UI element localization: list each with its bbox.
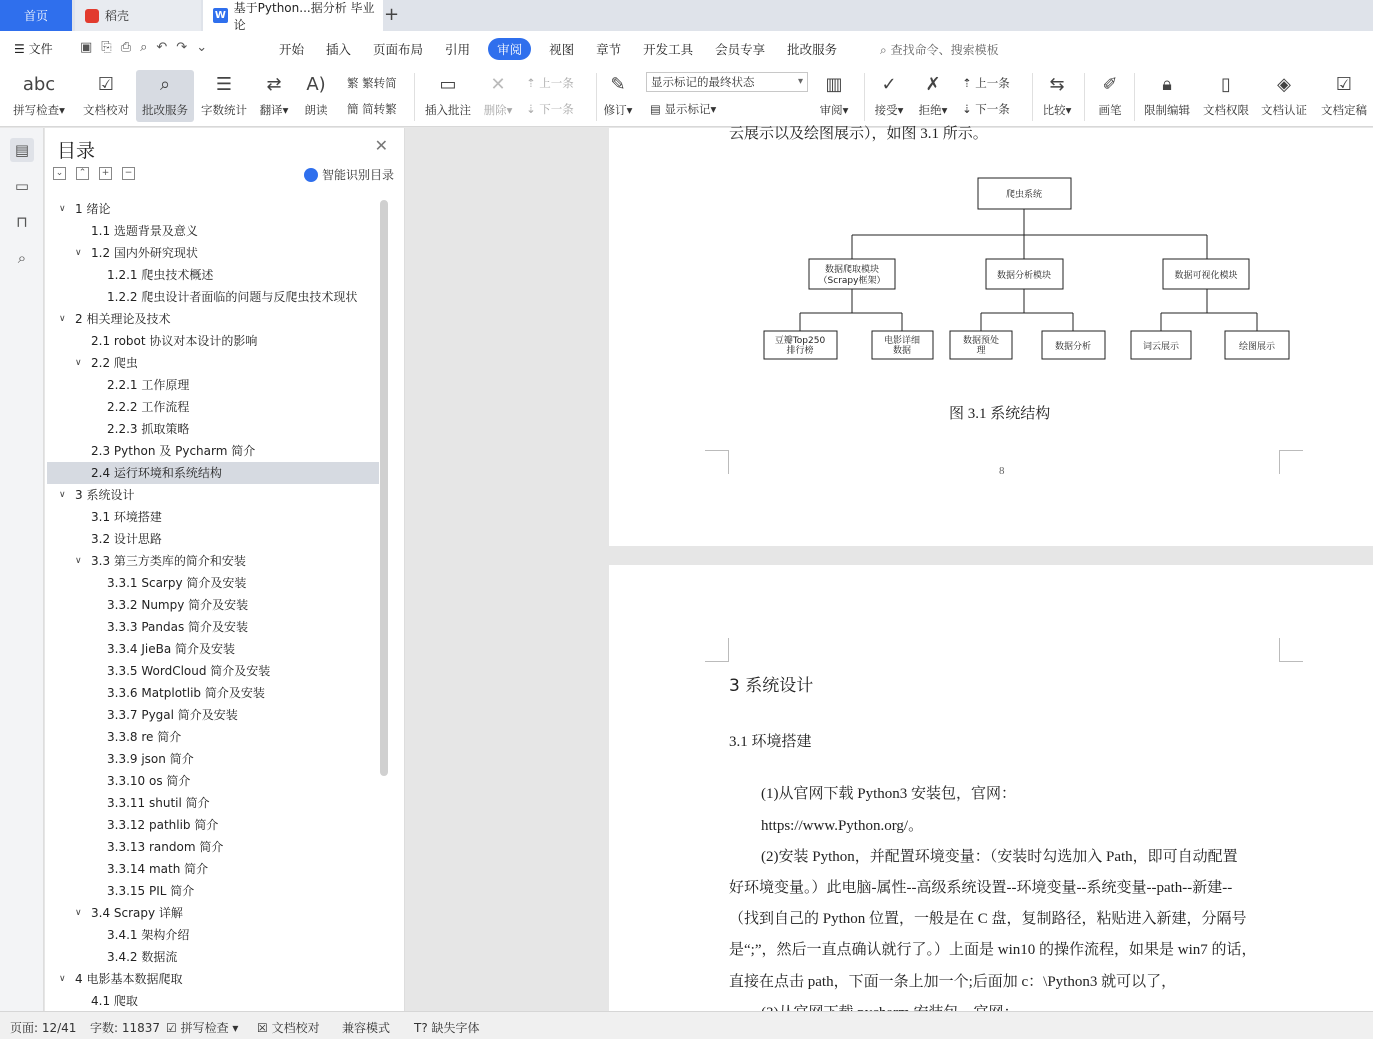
diagram-leaf-label-4: 数据分析 [1054, 342, 1092, 352]
diagram-leaf-label-1a: 豆瓣Top250 [774, 336, 826, 346]
tab-document[interactable] [203, 0, 383, 31]
ribbon-separator [414, 73, 415, 121]
toc-item-label: 3.3.12 pathlib 简介 [107, 818, 219, 832]
toc-item-label: 2 相关理论及技术 [75, 312, 171, 326]
save-icon[interactable]: ▣ [80, 40, 93, 55]
toc-scrollbar-thumb[interactable] [380, 200, 388, 776]
chevron-down-icon[interactable]: ∨ [59, 974, 66, 984]
toc-item[interactable] [47, 704, 379, 726]
tab-bar [0, 0, 1373, 31]
toc-item-label: 3.3.1 Scarpy 简介及安装 [107, 576, 247, 590]
toc-item-label: 3.4.2 数据流 [107, 950, 178, 964]
toc-item-label: 3.3.11 shutil 简介 [107, 796, 210, 810]
toc-item-label: 3.3.5 WordCloud 简介及安装 [107, 664, 271, 678]
toc-item[interactable] [47, 440, 379, 462]
toc-item[interactable] [47, 836, 379, 858]
toc-item[interactable] [47, 682, 379, 704]
toc-item[interactable] [47, 726, 379, 748]
toc-item[interactable] [47, 924, 379, 946]
toc-item[interactable] [47, 660, 379, 682]
toc-item[interactable] [47, 792, 379, 814]
proofread-label: 文档校对 [83, 103, 129, 117]
spell-check-status[interactable]: ☑ 拼写检查 ▾ [166, 1021, 239, 1035]
undo-icon[interactable]: ↶ [156, 40, 168, 55]
tab-daoke-label: 稻壳 [105, 9, 130, 23]
toc-item[interactable] [47, 902, 379, 924]
figure-caption: 图 3.1 系统结构 [949, 406, 1051, 422]
toc-item-label: 3.2 设计思路 [91, 532, 162, 546]
writer-doc-icon: W [214, 10, 226, 21]
command-search[interactable] [880, 41, 999, 58]
text-fragment: 云展示以及绘图展示），如图 3.1 所示。 [729, 126, 988, 142]
compare-icon: ⇆ [1049, 73, 1065, 95]
review-service-button[interactable] [136, 70, 194, 122]
add-heading-icon[interactable]: + [99, 167, 112, 180]
show-markup-icon: ▤ [650, 102, 661, 116]
translate-button[interactable]: ⇄ 翻译▾ [256, 70, 292, 118]
diagram-leaf-label-2b: 数据 [892, 346, 912, 356]
ribbon-separator [1084, 73, 1085, 121]
toc-item-label: 2.2 爬虫 [91, 356, 138, 370]
smart-toc-icon [304, 168, 318, 182]
collapse-all-icon[interactable]: ⌄ [53, 167, 66, 180]
print-preview-icon[interactable]: ⌕ [140, 40, 148, 55]
spell-check-button[interactable]: abc 拼写检查▾ [10, 70, 68, 118]
simp-to-trad-button[interactable] [347, 101, 397, 117]
toc-item[interactable] [47, 330, 379, 352]
page-corner-mark [705, 450, 729, 474]
diagram-leaf-label-5: 词云展示 [1142, 342, 1180, 352]
menu-member[interactable]: 会员专享 [715, 42, 766, 57]
missing-font-status[interactable] [414, 1019, 480, 1036]
toc-item[interactable] [47, 506, 379, 528]
toc-item-label: 1.1 选题背景及意义 [91, 224, 198, 238]
page-corner-mark [705, 638, 729, 662]
read-aloud-icon: A) [306, 73, 326, 95]
toc-list [47, 198, 379, 1008]
trad-simp-icon: 繁 [347, 76, 359, 90]
toc-item-label: 3 系统设计 [75, 488, 135, 502]
compat-mode-status: 兼容模式 [342, 1021, 391, 1035]
toc-item[interactable] [47, 374, 379, 396]
accept-label: 接受 [874, 103, 898, 117]
tab-home-label: 首页 [23, 9, 48, 23]
next-comment-label: 下一条 [539, 102, 574, 116]
search-icon: ⌕ [880, 43, 887, 57]
menu-section[interactable]: 章节 [596, 42, 622, 57]
diagram-mid-label-1a: 数据爬取模块 [824, 265, 880, 275]
remove-heading-icon[interactable]: − [122, 167, 135, 180]
toc-item[interactable] [47, 528, 379, 550]
toc-item-label: 3.3.6 Matplotlib 简介及安装 [107, 686, 265, 700]
paragraph-2-line-4: 是“;”，然后一直点确认就行了。）上面是 win10 的操作流程，如果是 win7 的话， [729, 942, 1257, 958]
toc-item[interactable] [47, 550, 379, 572]
menu-devtools[interactable]: 开发工具 [643, 42, 694, 57]
prev-comment-button[interactable] [526, 75, 574, 91]
toc-item-label: 4.1 爬取 [91, 994, 138, 1008]
read-aloud-button[interactable] [300, 70, 332, 118]
file-menu[interactable]: ☰ 文件 [14, 42, 53, 56]
toc-panel [45, 128, 405, 1011]
tab-home[interactable] [0, 0, 72, 31]
doc-cert-label: 文档认证 [1261, 103, 1307, 117]
doc-finalize-icon: ☑ [1335, 73, 1353, 95]
menu-view[interactable]: 视图 [549, 42, 575, 57]
toc-item-label: 1.2 国内外研究现状 [91, 246, 198, 260]
ribbon-separator [864, 73, 865, 121]
toc-item-label: 1.2.1 爬虫技术概述 [107, 268, 214, 282]
smart-toc-button[interactable] [304, 166, 394, 183]
daoke-logo-icon [85, 9, 99, 23]
translate-label: 翻译 [259, 103, 283, 117]
pen-label: 画笔 [1098, 103, 1122, 117]
reject-icon: ✗ [925, 73, 941, 95]
page-9 [609, 565, 1373, 1025]
toc-title: 目录 [57, 140, 96, 162]
toc-item-label: 3.3.10 os 简介 [107, 774, 191, 788]
spell-check-label: 拼写检查 [13, 103, 60, 117]
ribbon-separator [1134, 73, 1135, 121]
page-corner-mark [1279, 450, 1303, 474]
track-changes-icon: ✎ [610, 73, 626, 95]
word-count-icon: ☰ [215, 73, 233, 95]
chevron-down-icon[interactable]: ∨ [75, 358, 82, 368]
page-indicator[interactable]: 页面: 12/41 [10, 1021, 77, 1035]
toc-item[interactable] [47, 308, 379, 330]
diagram-leaf-label-3a: 数据预处 [962, 336, 1000, 346]
section-nav-icon[interactable]: ▭ [14, 177, 30, 195]
ribbon-separator [1032, 73, 1033, 121]
toc-item[interactable] [47, 220, 379, 242]
delete-comment-button[interactable]: ✕ 删除▾ [480, 70, 516, 118]
toc-item-label: 3.3.9 json 简介 [107, 752, 194, 766]
chevron-down-icon[interactable]: ∨ [59, 490, 66, 500]
paragraph-2-line-3: （找到自己的 Python 位置，一般是在 C 盘，复制路径，粘贴进入新建，分隔号 [729, 911, 1247, 927]
restrict-editing-label: 限制编辑 [1144, 103, 1190, 117]
menu-insert[interactable]: 插入 [326, 42, 352, 57]
menu-bar [0, 31, 1373, 67]
diagram-leaf-label-2a: 电影详细 [883, 336, 921, 346]
chapter-heading: 3 系统设计 [729, 676, 814, 696]
tab-daoke[interactable] [75, 0, 201, 31]
markup-state-select[interactable]: 显示标记的最终状态 ▾ [646, 72, 808, 92]
doc-cert-icon: ◈ [1277, 73, 1291, 95]
menu-review[interactable]: 审阅 [488, 38, 531, 60]
track-changes-label: 修订 [603, 103, 627, 117]
checkbox-icon: ☑ [166, 1021, 177, 1035]
proofread-status-icon: ☒ [257, 1021, 268, 1035]
close-icon[interactable]: ✕ [374, 136, 388, 155]
page-corner-mark [1279, 450, 1303, 451]
menu-references[interactable]: 引用 [445, 42, 471, 57]
toc-item[interactable] [47, 946, 379, 968]
doc-permission-button[interactable] [1200, 70, 1252, 118]
next-change-button[interactable] [962, 101, 1010, 117]
chevron-down-icon[interactable]: ∨ [59, 314, 66, 324]
toc-item-label: 4 电影基本数据爬取 [75, 972, 183, 986]
missing-font-icon: T? [414, 1021, 428, 1035]
toc-item[interactable] [47, 594, 379, 616]
word-count-label: 字数统计 [201, 103, 247, 117]
toc-item-label: 3.4 Scrapy 详解 [91, 906, 183, 920]
prev-comment-icon: ⇡ [526, 76, 536, 90]
menu-layout[interactable]: 页面布局 [373, 42, 424, 57]
toc-item[interactable] [47, 352, 379, 374]
show-markup-label: 显示标记 [664, 102, 711, 116]
proofread-button[interactable] [80, 70, 132, 118]
new-tab-button[interactable]: + [384, 4, 400, 25]
toc-item-label: 3.3.13 random 简介 [107, 840, 224, 854]
next-change-icon: ⇣ [962, 102, 972, 116]
prev-change-button[interactable] [962, 75, 1010, 91]
chevron-down-icon[interactable]: ∨ [59, 204, 66, 214]
spell-check-icon: abc [22, 73, 56, 95]
toc-item-label: 3.3.8 re 简介 [107, 730, 182, 744]
toc-item-label: 3.3.4 JieBa 简介及安装 [107, 642, 236, 656]
compare-button[interactable]: ⇆ 比较▾ [1038, 70, 1076, 118]
review-pane-label: 审阅 [819, 103, 843, 117]
read-aloud-label: 朗读 [304, 103, 328, 117]
pen-icon: ✐ [1102, 73, 1118, 95]
toc-item[interactable] [47, 264, 379, 286]
toc-toolbar [53, 167, 135, 180]
doc-permission-icon: ▯ [1221, 73, 1231, 95]
customize-icon[interactable]: ⌄ [196, 40, 208, 55]
navigation-strip [0, 128, 44, 1011]
paragraph-2-line-5: 直接在点击 path，下面一条上加一个;后面加 c：\Python3 就可以了， [729, 974, 1177, 990]
trad-to-simp-button[interactable] [347, 75, 397, 91]
pen-button[interactable] [1092, 70, 1128, 118]
toc-item-label: 3.3.15 PIL 简介 [107, 884, 195, 898]
toc-item[interactable] [47, 484, 379, 506]
diagram-root-label: 爬虫系统 [1005, 190, 1043, 200]
toc-item-label: 3.3.14 math 简介 [107, 862, 209, 876]
missing-font-label: 缺失字体 [431, 1021, 480, 1035]
toc-item-label: 2.4 运行环境和系统结构 [91, 466, 222, 480]
diagram-leaf-label-1b: 排行榜 [786, 346, 814, 356]
ribbon [0, 67, 1373, 127]
toc-item-label: 3.3.2 Numpy 简介及安装 [107, 598, 249, 612]
toc-item[interactable] [47, 968, 379, 990]
next-change-label: 下一条 [975, 102, 1010, 116]
toc-item[interactable] [47, 572, 379, 594]
toc-item[interactable] [47, 880, 379, 902]
proofread-status[interactable] [257, 1019, 320, 1036]
paragraph-1: (1)从官网下载 Python3 安装包，官网： [761, 786, 1017, 802]
toc-item-label: 1.2.2 爬虫设计者面临的问题与反爬虫技术现状 [107, 290, 358, 304]
diagram-mid-label-1b: （Scrapy框架） [818, 276, 886, 286]
review-service-icon: ⌕ [159, 73, 171, 95]
expand-up-icon[interactable]: ⌃ [76, 167, 89, 180]
toc-item[interactable] [47, 396, 379, 418]
chevron-down-icon[interactable]: ∨ [75, 248, 82, 258]
export-icon[interactable]: ⎘ [101, 40, 112, 55]
command-search-placeholder: 查找命令、搜索模板 [890, 43, 999, 57]
review-service-label: 批改服务 [142, 103, 188, 117]
page-number: 8 [999, 465, 1005, 477]
lock-icon: 🔒︎ [1162, 73, 1172, 95]
prev-comment-label: 上一条 [539, 76, 574, 90]
toc-item[interactable] [47, 748, 379, 770]
section-heading: 3.1 环境搭建 [729, 734, 812, 750]
page-corner-mark [1279, 638, 1303, 662]
review-pane-button[interactable]: ▥ 审阅▾ [814, 70, 854, 118]
menu-review-service[interactable]: 批改服务 [787, 42, 838, 57]
print-icon[interactable]: ⎙ [120, 40, 132, 55]
accept-button[interactable]: ✓ 接受▾ [870, 70, 908, 118]
show-markup-button[interactable]: ▤ 显示标记 ▾ [650, 102, 717, 116]
diagram-leaf-label-3b: 理 [976, 346, 986, 356]
toc-item-label: 3.3.3 Pandas 简介及安装 [107, 620, 249, 634]
status-bar [0, 1011, 1373, 1039]
spell-check-status-label: 拼写检查 [180, 1021, 229, 1035]
toc-item[interactable] [47, 198, 379, 220]
toc-item[interactable] [47, 638, 379, 660]
compare-label: 比较 [1042, 103, 1066, 117]
paragraph-url: https://www.Python.org/。 [761, 818, 924, 834]
proofread-status-label: 文档校对 [271, 1021, 320, 1035]
toc-item-label: 2.2.3 抓取策略 [107, 422, 190, 436]
doc-finalize-button[interactable] [1318, 70, 1370, 118]
toc-item[interactable] [47, 770, 379, 792]
redo-icon[interactable]: ↷ [176, 40, 188, 55]
toc-item-label: 2.3 Python 及 Pycharm 简介 [91, 444, 256, 458]
doc-finalize-label: 文档定稿 [1321, 103, 1367, 117]
review-pane-icon: ▥ [825, 73, 843, 95]
diagram-leaf-label-6: 绘图展示 [1238, 342, 1276, 352]
next-comment-icon: ⇣ [526, 102, 536, 116]
paragraph-2-line-1: (2)安装 Python，并配置环境变量：（安装时勾选加入 Path，即可自动配置 [761, 849, 1238, 865]
reject-label: 拒绝 [918, 103, 942, 117]
toc-item[interactable] [47, 616, 379, 638]
smart-toc-label: 智能识别目录 [321, 168, 394, 182]
reject-button[interactable]: ✗ 拒绝▾ [914, 70, 952, 118]
search-nav-icon[interactable]: ⌕ [17, 249, 27, 267]
toc-item[interactable] [47, 990, 379, 1012]
simp-trad-icon: 簡 [347, 102, 359, 116]
trad-to-simp-label: 繁转简 [362, 76, 397, 90]
toc-item[interactable] [47, 242, 379, 264]
translate-icon: ⇄ [266, 73, 282, 95]
delete-comment-icon: ✕ [490, 73, 506, 95]
simp-to-trad-label: 简转繁 [362, 102, 397, 116]
toc-nav-icon[interactable]: ▤ [10, 138, 34, 162]
file-menu-label: 文件 [28, 42, 53, 56]
prev-change-icon: ⇡ [962, 76, 972, 90]
toc-scrollbar[interactable] [380, 200, 388, 1008]
doc-cert-button[interactable] [1258, 70, 1310, 118]
diagram-mid-label-2: 数据分析模块 [996, 271, 1052, 281]
page-8 [609, 128, 1373, 546]
toc-item[interactable] [47, 814, 379, 836]
toc-item-label: 3.4.1 架构介绍 [107, 928, 190, 942]
toc-item-label: 2.2.2 工作流程 [107, 400, 190, 414]
ribbon-tabs [268, 31, 848, 67]
insert-comment-button[interactable] [422, 70, 474, 118]
restrict-editing-button[interactable] [1140, 70, 1194, 118]
bookmark-icon[interactable]: ⊓ [16, 213, 28, 231]
paragraph-2-line-2: 好环境变量。）此电脑-属性--高级系统设置--环境变量--系统变量--path--新建-- [729, 880, 1233, 896]
toc-item[interactable] [47, 462, 379, 484]
menu-start[interactable]: 开始 [279, 42, 305, 57]
delete-comment-label: 删除 [483, 103, 507, 117]
insert-comment-label: 插入批注 [425, 103, 471, 117]
tab-document-label: 基于Python...据分析 毕业论 [233, 0, 375, 32]
toc-item[interactable] [47, 858, 379, 880]
comment-icon: ▭ [439, 73, 457, 95]
next-comment-button[interactable] [526, 101, 574, 117]
system-structure-diagram [759, 173, 1299, 373]
document-area[interactable] [406, 128, 1373, 1011]
prev-change-label: 上一条 [975, 76, 1010, 90]
toc-item-label: 2.2.1 工作原理 [107, 378, 190, 392]
toc-item-label: 3.1 环境搭建 [91, 510, 162, 524]
chevron-down-icon[interactable]: ∨ [75, 908, 82, 918]
toc-item[interactable] [47, 418, 379, 440]
page-corner-mark [705, 450, 729, 451]
accept-icon: ✓ [881, 73, 897, 95]
word-count-indicator[interactable]: 字数: 11837 [90, 1021, 161, 1035]
proofread-icon: ☑ [97, 73, 115, 95]
diagram-mid-label-3: 数据可视化模块 [1174, 271, 1238, 281]
toc-item-label: 1 绪论 [75, 202, 111, 216]
toc-item-label: 2.1 robot 协议对本设计的影响 [91, 334, 258, 348]
track-changes-button[interactable]: ✎ 修订▾ [600, 70, 636, 118]
doc-permission-label: 文档权限 [1203, 103, 1249, 117]
toc-item[interactable] [47, 286, 379, 308]
ribbon-separator [596, 73, 597, 121]
quick-access-toolbar [80, 40, 207, 55]
toc-item-label: 3.3.7 Pygal 简介及安装 [107, 708, 238, 722]
word-count-button[interactable] [198, 70, 250, 118]
chevron-down-icon[interactable]: ∨ [75, 556, 82, 566]
toc-item-label: 3.3 第三方类库的简介和安装 [91, 554, 246, 568]
